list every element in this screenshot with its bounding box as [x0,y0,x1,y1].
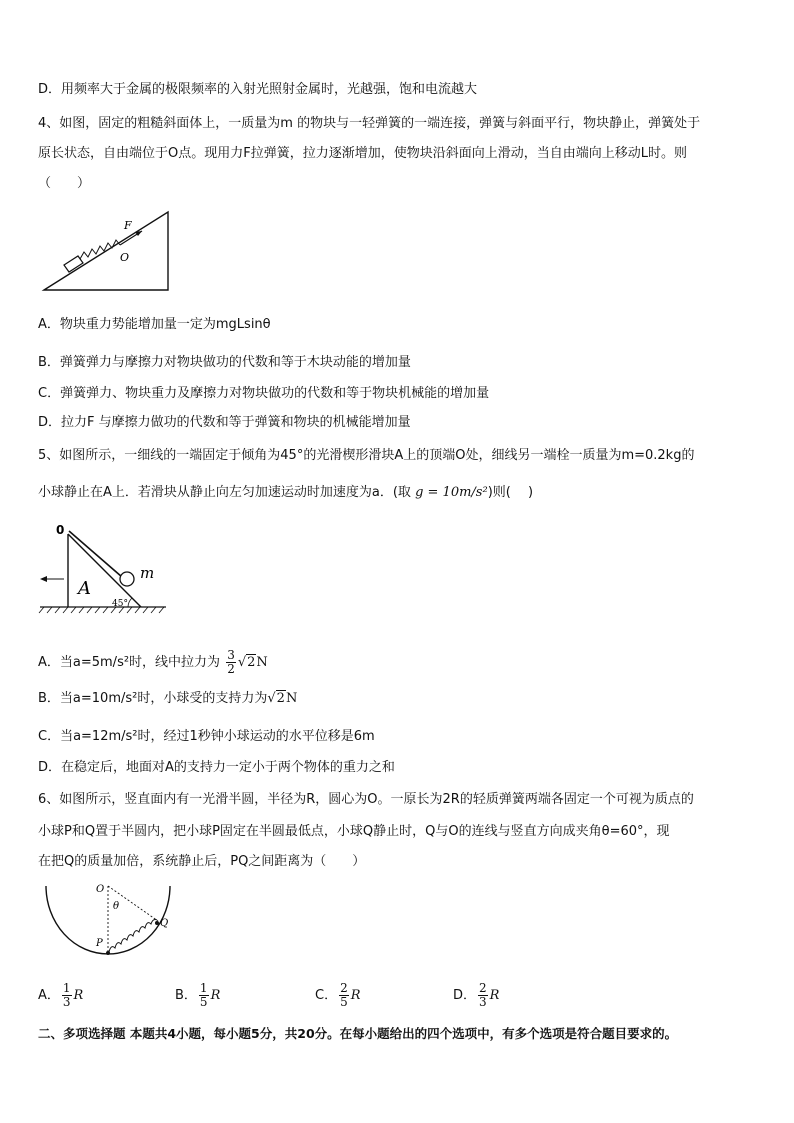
q6-option-c [315,982,361,1009]
label-q: Q [160,918,169,929]
option-fraction [62,982,72,1009]
string-line [69,531,122,577]
ground-hatching [39,607,164,613]
label-m: m [140,564,155,582]
q4-option-c: C．弹簧弹力、物块重力及摩擦力对物块做功的代数和等于物块机械能的增加量 [38,386,490,401]
option-fraction [339,982,349,1009]
q6-stem-line1: 6、如图所示，竖直面内有一光滑半圆，半径为R，圆心为O。一原长为2R的轻质弹簧两端各固定一个可视为质点的 [38,792,694,807]
q6-option-d [453,982,499,1009]
fraction-denominator: 2 [227,662,235,676]
fraction-numerator: 3 [227,648,235,662]
q4-stem-line2: 原长状态，自由端位于O点。现用力F拉弹簧，拉力逐渐增加，使物块沿斜面向上滑动，当自由端向上移动L时。则 [38,146,687,161]
q4-stem-line1: 4、如图，固定的粗糙斜面体上，一质量为m 的物块与一轻弹簧的一端连接，弹簧与斜面平行，物块静止，弹簧处于 [38,116,701,131]
q5-option-a-fraction [226,649,236,676]
fraction-numerator: 1 [62,981,71,995]
q6-stem-line2: 小球P和Q置于半圆内，把小球P固定在半圆最低点，小球Q静止时，Q与O的连线与竖直方向成夹角θ=60°，现 [38,824,670,839]
label-angle: 45° [112,599,128,609]
q4-option-b: B．弹簧弹力与摩擦力对物块做功的代数和等于木块动能的增加量 [38,355,411,370]
spring-shape [80,240,120,259]
label-f: F [124,219,132,232]
fraction-denominator: 5 [340,995,348,1009]
label-o: O [96,884,105,895]
q5-wedge-figure [38,522,173,614]
ball-shape [120,572,134,586]
fraction-numerator: 2 [340,981,348,995]
angle-arc [128,598,132,607]
label-o: O [120,251,130,264]
label-theta: θ [113,901,120,912]
q6-option-a [38,982,83,1009]
option-fraction [478,982,488,1009]
q5-option-d: D．在稳定后，地面对A的支持力一定小于两个物体的重力之和 [38,760,395,775]
accel-arrow-head [40,576,47,582]
option-variable: R [350,988,361,1003]
label-o: 0 [56,523,65,537]
q5-option-a-text: A．当a=5m/s²时，线中拉力为 [38,655,221,670]
q6-stem-line3: 在把Q的质量加倍，系统静止后，PQ之间距离为（ ） [38,854,366,869]
q5-option-a [38,649,268,676]
q5-stem-line2 [38,484,533,502]
ball-q [155,921,159,925]
q5-line2-text: 小球静止在A上．若滑块从静止向左匀加速运动时加速度为a．(取 [38,485,411,500]
fraction-denominator: 5 [199,995,208,1009]
ball-p [106,951,110,955]
option-letter: D． [453,988,477,1003]
q5-option-b-sqrt: √2 [267,691,285,706]
option-letter: C． [315,988,338,1003]
q5-gravity-value: g = 10m/s² [415,485,488,500]
q5-option-c: C．当a=12m/s²时，经过1秒钟小球运动的水平位移是6m [38,729,375,744]
q4-answer-blank: （ ） [38,176,91,191]
fraction-denominator: 3 [62,995,71,1009]
q5-option-a-unit: N [256,655,268,670]
q3-option-d: D．用频率大于金属的极限频率的入射光照射金属时，光越强，饱和电流越大 [38,82,478,97]
fraction-denominator: 3 [479,995,487,1009]
q5-option-b [38,690,297,708]
radicand: 2 [247,655,256,670]
option-variable: R [73,988,84,1003]
label-a: A [78,578,91,599]
fraction-numerator: 1 [199,981,208,995]
q4-option-a: A．物块重力势能增加量一定为mgLsinθ [38,317,271,332]
q6-semicircle-figure [40,880,175,960]
incline-triangle [44,212,168,290]
q4-incline-figure [40,205,175,295]
q5-line2-end: )则( ) [487,485,534,500]
q4-option-d: D．拉力F 与摩擦力做功的代数和等于弹簧和物块的机械能增加量 [38,415,411,430]
q5-option-b-unit: N [285,691,298,706]
q6-option-b [175,982,220,1009]
option-variable: R [489,988,500,1003]
q5-option-a-sqrt: √2 [237,655,256,670]
q5-stem-line1: 5、如图所示，一细线的一端固定于倾角为45°的光滑楔形滑块A上的顶端O处，细线另一端栓一质量为m=0.2kg的 [38,448,695,463]
option-variable: R [210,988,221,1003]
section2-heading: 二、多项选择题 本题共4小题，每小题5分，共20分。在每小题给出的四个选项中，有多个选项是符合题目要求的。 [38,1026,678,1041]
fraction-numerator: 2 [479,981,487,995]
option-fraction [199,982,209,1009]
radicand: 2 [276,691,285,706]
q5-option-b-text: B．当a=10m/s²时，小球受的支持力为 [38,691,268,706]
option-letter: A． [38,988,60,1003]
label-p: P [96,938,103,949]
option-letter: B． [175,988,197,1003]
